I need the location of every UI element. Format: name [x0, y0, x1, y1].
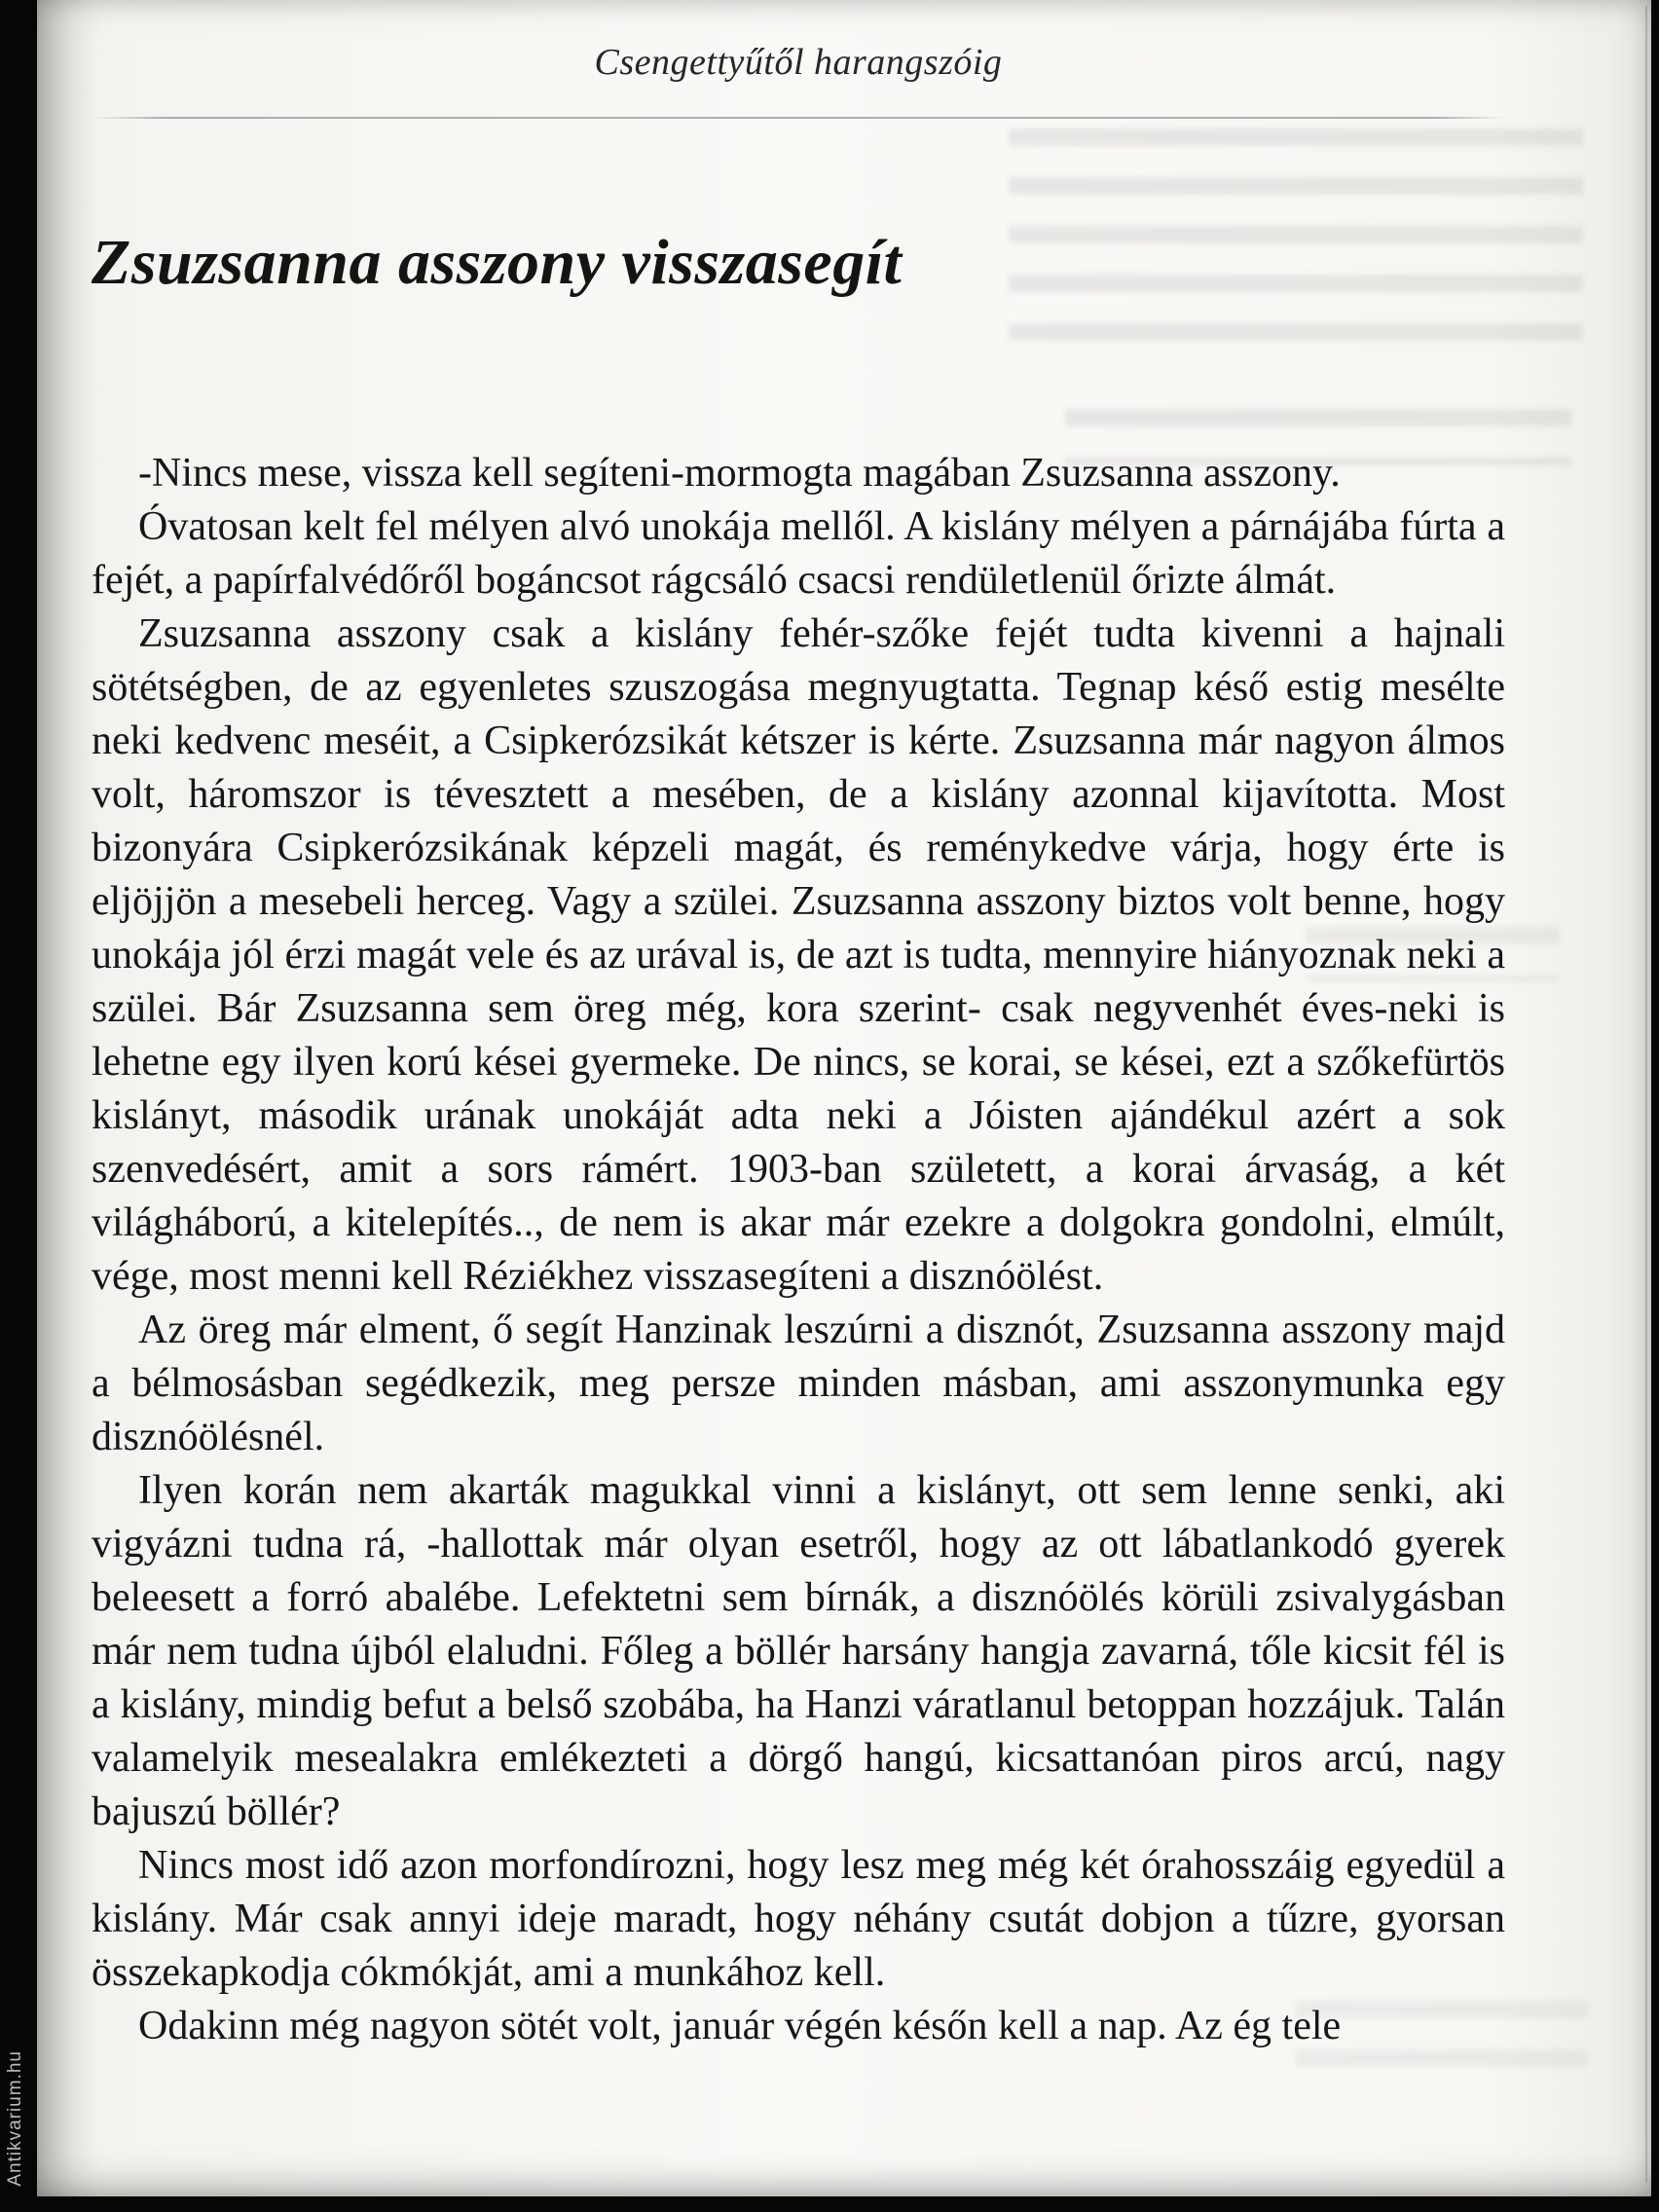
paragraph: Óvatosan kelt fel mélyen alvó unokája mellől. A kislány mélyen a párnájába fúrta a fejét, a papírfalvédőről bogáncsot rágcsáló csacsi rendületlenül őrizte álmát.	[92, 503, 1505, 603]
paragraph: Az öreg már elment, ő segít Hanzinak leszúrni a disznót, Zsuzsanna asszony majd a bélmosásban segédkezik, meg persze minden másban, ami asszonymunka egy disznóölésnél.	[92, 1307, 1505, 1459]
paragraph: Ilyen korán nem akarták magukkal vinni a kislányt, ott sem lenne senki, aki vigyázni tudna rá, -hallottak már olyan esetről, hogy az ott lábatlankodó gyerek beleesett a forró abalébe. Lefektetni sem bírnák, a disznóölés körüli zsivalygásban már nem tudna újból elaludni. Főleg a böllér harsány hangja zavarná, tőle kicsit fél is a kislány, mindig befut a belső szobába, ha Hanzi váratlanul betoppan hozzájuk. Talán valamelyik mesealakra emlékezteti a dörgő hangú, kicsattanóan piros arcú, nagy bajuszú böllér?	[92, 1467, 1505, 1834]
header-rule	[92, 117, 1505, 119]
book-page	[37, 0, 1651, 2196]
paragraph: Nincs most idő azon morfondírozni, hogy lesz meg még két órahosszáig egyedül a kislány. Már csak annyi ideje maradt, hogy néhány csutát dobjon a tűzre, gyorsan összekapkodja cókmókját, ami a munkához kell.	[92, 1842, 1505, 1995]
watermark-label: Antikvarium.hu	[5, 2050, 25, 2187]
paragraph: -Nincs mese, vissza kell segíteni-mormogta magában Zsuzsanna asszony.	[138, 450, 1341, 496]
body-text	[92, 447, 1505, 2053]
chapter-title: Zsuzsanna asszony visszasegít	[92, 226, 903, 298]
paragraph: Odakinn még nagyon sötét volt, január végén későn kell a nap. Az ég tele	[138, 2003, 1342, 2048]
page-edge-highlight	[1645, 6, 1647, 2183]
paragraph: Zsuzsanna asszony csak a kislány fehér-szőke fejét tudta kivenni a hajnali sötétségben, de az egyenletes szuszogása megnyugtatta. Tegnap késő estig mesélte neki kedvenc meséit, a Csipkerózsikát kétszer is kérte. Zsuzsanna már nagyon álmos volt, háromszor is tévesztett a mesében, de a kislány azonnal kijavította. Most bizonyára Csipkerózsikának képzeli magát, és reménykedve várja, hogy érte is eljöjjön a mesebeli herceg. Vagy a szülei. Zsuzsanna asszony biztos volt benne, hogy unokája jól érzi magát vele és az urával is, de azt is tudta, mennyire hiányoznak neki a szülei. Bár Zsuzsanna sem öreg még, kora szerint- csak negyvenhét éves-neki is lehetne egy ilyen korú kései gyermeke. De nincs, se korai, se kései, ezt a szőkefürtös kislányt, második urának unokáját adta neki a Jóisten ajándékul azért a sok szenvedésért, amit a sors rámért. 1903-ban született, a korai árvaság, a két világháború, a kitelepítés.., de nem is akar már ezekre a dolgokra gondolni, elmúlt, vége, most menni kell Réziékhez visszasegíteni a disznóölést.	[92, 610, 1505, 1299]
page-content	[92, 0, 1505, 2053]
running-header: Csengettyűtől harangszóig	[594, 42, 1003, 83]
